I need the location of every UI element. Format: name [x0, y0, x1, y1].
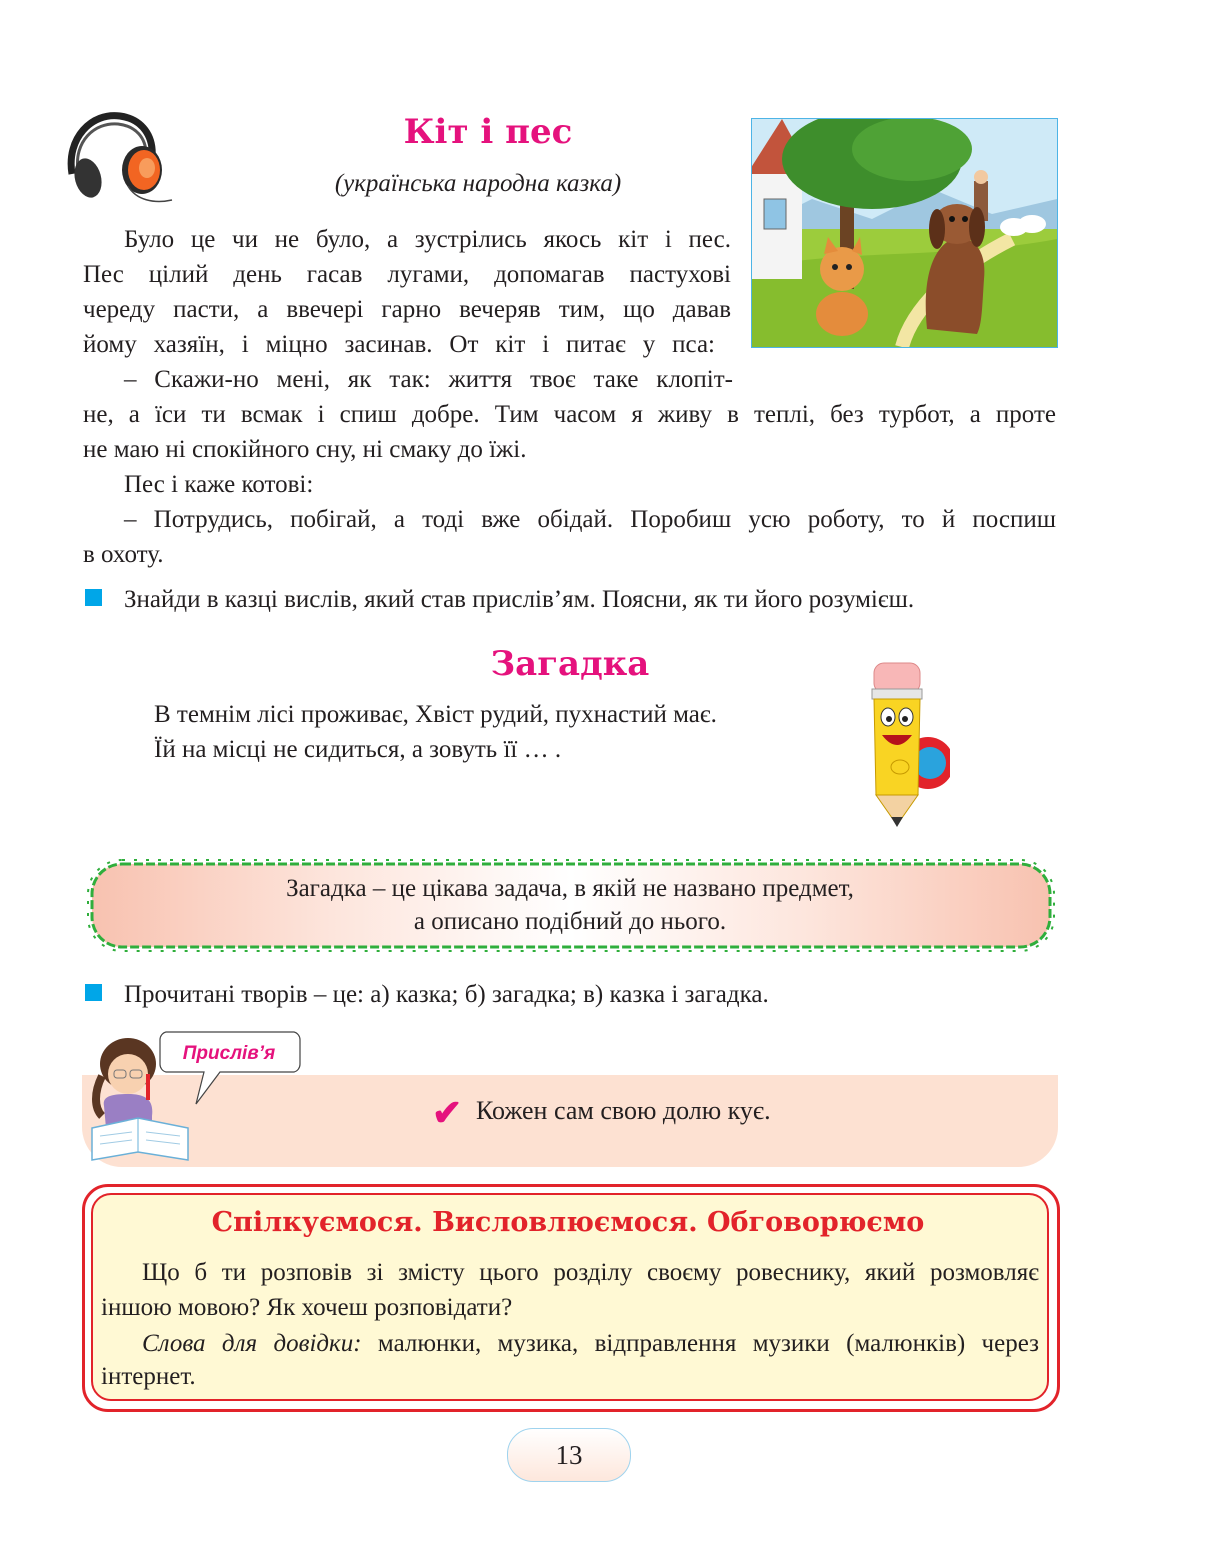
story-title: Кіт і пес [403, 112, 573, 152]
story-line-8: Пес і каже котові: [124, 471, 314, 498]
discussion-paragraph-line-1: Що б ти розповів зі змісту цього розділу своєму ровеснику, який розмовляє [142, 1259, 1039, 1286]
definition-line-2: а описано подібний до нього. [413, 908, 727, 935]
story-line-5: – Скажи-но мені, як так: життя твоє таке клопіт- [124, 366, 733, 393]
story-line-1: Було це чи не було, а зустрілись якось кіт і пес. [124, 226, 731, 253]
riddle-title: Загадка [490, 644, 650, 684]
girl-reading-icon [88, 1036, 192, 1170]
hint-words: малюнки, музика, відправлення музики (малюнків) через [361, 1330, 1040, 1357]
discussion-hint-line-1 [101, 1326, 1039, 1361]
proverb-text: Кожен сам свою долю кує. [476, 1096, 771, 1125]
cat-and-dog-illustration [751, 118, 1058, 348]
story-line-7: не маю ні спокійного сну, ні смаку до їжі. [83, 436, 527, 463]
headphones-icon [62, 108, 174, 208]
task2-bullet [85, 984, 102, 1001]
discussion-hint-line-2: інтернет. [101, 1363, 196, 1390]
story-line-6: не, а їси ти всмак і спиш добре. Тим часом я живу в теплі, без турбот, а проте [83, 401, 1056, 428]
hint-label: Слова для довідки: [142, 1330, 362, 1357]
task-text: Знайди в казці вислів, який став прислів’ям. Поясни, як ти його розумієш. [124, 586, 915, 613]
checkmark-icon: ✔ [432, 1093, 463, 1133]
task2-text: Прочитані творів – це: а) казка; б) загадка; в) казка і загадка. [124, 981, 769, 1008]
proverb-label: Прислів’я [182, 1043, 276, 1064]
story-line-3: череду пасти, а ввечері гарно вечеряв тим, що давав [83, 296, 731, 323]
story-line-4: йому хазяїн, і міцно засинав. От кіт і питає у пса: [83, 331, 715, 358]
task-bullet [85, 589, 102, 606]
story-line-10: в охоту. [83, 541, 164, 568]
discussion-paragraph-line-2: іншою мовою? Як хочеш розповідати? [101, 1294, 513, 1321]
pencil-character-icon [860, 655, 950, 835]
story-line-9: – Потрудись, побігай, а тоді вже обідай. Поробиш усю роботу, то й поспиш [124, 506, 1056, 533]
riddle-line-1: В темнім лісі проживає, Хвіст рудий, пухнастий має. [154, 701, 717, 728]
story-subtitle: (українська народна казка) [334, 170, 622, 197]
page-number: 13 [507, 1428, 631, 1482]
discussion-title: Спілкуємося. Висловлюємося. Обговорюємо [211, 1207, 925, 1238]
story-line-2: Пес цілий день гасав лугами, допомагав пастухові [83, 261, 731, 288]
riddle-line-2: Їй на місці не сидиться, а зовуть її … . [154, 736, 562, 763]
definition-line-1: Загадка – це цікава задача, в якій не названо предмет, [286, 875, 854, 902]
